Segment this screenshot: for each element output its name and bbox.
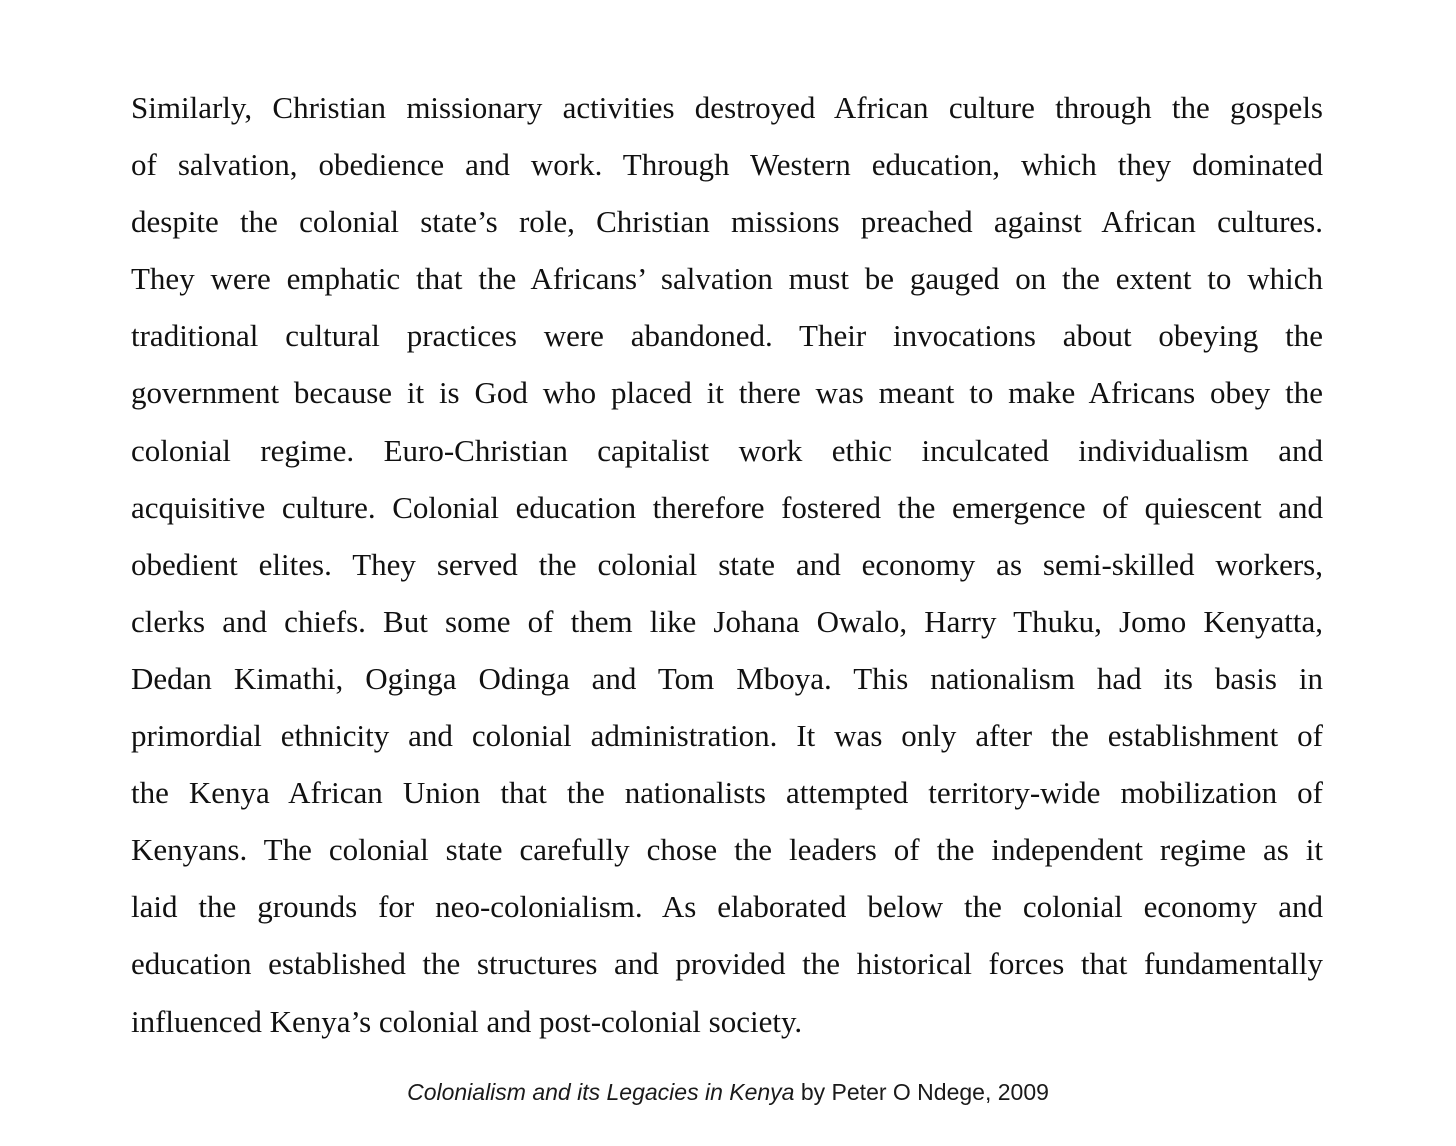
passage-line: influenced Kenya’s colonial and post-colonial society. [131,1003,803,1039]
passage-line: acquisitive culture. Colonial education therefore fostered the emergence of quiescent and [131,489,1323,525]
book-title: Colonialism and its Legacies in Kenya [407,1079,795,1105]
passage-line: obedient elites. They served the colonial state and economy as semi-skilled workers, [131,546,1323,582]
quoted-passage [131,79,1323,1050]
passage-line: Similarly, Christian missionary activities destroyed African culture through the gospels [131,90,1323,125]
passage-line: colonial regime. Euro-Christian capitalist work ethic inculcated individualism and [131,432,1323,468]
passage-line: They were emphatic that the Africans’ salvation must be gauged on the extent to which [131,261,1323,297]
passage-line: the Kenya African Union that the nationalists attempted territory-wide mobilization of [131,775,1323,811]
passage-line: traditional cultural practices were abandoned. Their invocations about obeying the [131,318,1323,354]
passage-line: Kenyans. The colonial state carefully chose the leaders of the independent regime as it [131,832,1323,868]
passage-line: primordial ethnicity and colonial administration. It was only after the establishment of [131,718,1323,754]
passage-line: government because it is God who placed it there was meant to make Africans obey the [131,375,1323,411]
passage-line: Dedan Kimathi, Oginga Odinga and Tom Mboya. This nationalism had its basis in [131,660,1323,696]
passage-line: of salvation, obedience and work. Through Western education, which they dominated [131,147,1323,183]
source-caption [0,1076,1456,1108]
passage-line: clerks and chiefs. But some of them like Johana Owalo, Harry Thuku, Jomo Kenyatta, [131,603,1323,639]
passage-line: despite the colonial state’s role, Christian missions preached against African cultures. [131,204,1323,240]
passage-line: laid the grounds for neo-colonialism. As elaborated below the colonial economy and [131,889,1323,925]
author-attribution: by Peter O Ndege, 2009 [794,1079,1049,1105]
passage-line: education established the structures and provided the historical forces that fundamentally [131,946,1323,982]
